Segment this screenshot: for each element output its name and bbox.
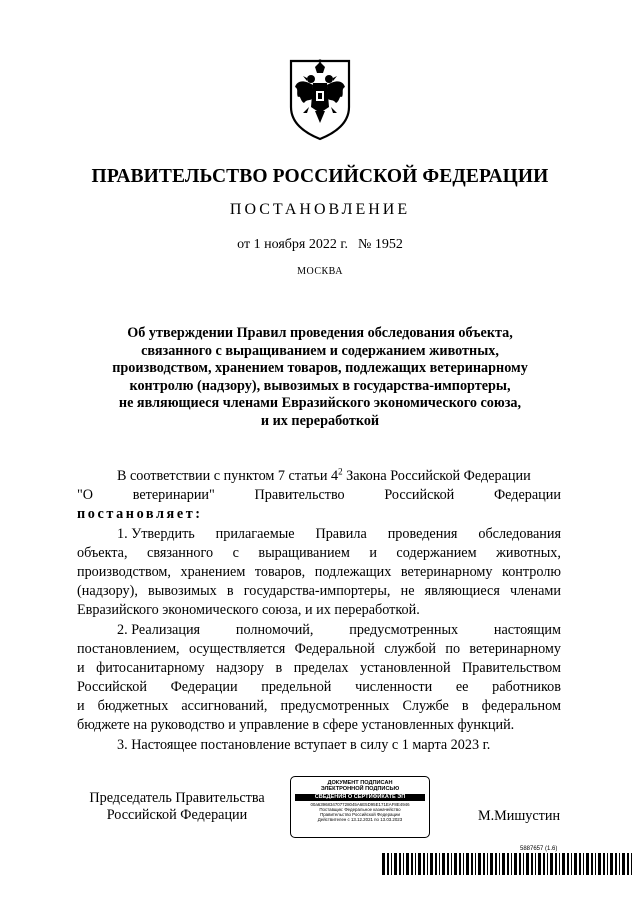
barcode-bar xyxy=(387,853,389,875)
stamp-serial: 00a6396834707728045A6E5D95E171EAF8E4946 xyxy=(310,801,410,807)
item-2 xyxy=(77,621,561,736)
document-date: от 1 ноября 2022 г. xyxy=(237,237,348,252)
barcode-bar xyxy=(547,853,548,875)
barcode-bar xyxy=(490,853,493,875)
document-number: 1952 xyxy=(374,237,403,252)
preamble-line: В соответствии с пунктом 7 статьи $4^2$ Закона Российской Федерации xyxy=(117,466,531,484)
barcode-bar xyxy=(415,853,416,875)
barcode-bar xyxy=(403,853,404,875)
document-subject xyxy=(70,325,570,431)
stamp-certificate-band: СВЕДЕНИЯ О СЕРТИФИКАТЕ ЭП xyxy=(295,794,425,801)
stamp-heading: ДОКУМЕНТ ПОДПИСАН ЭЛЕКТРОННОЙ ПОДПИСЬЮ xyxy=(320,780,400,793)
electronic-signature-stamp xyxy=(290,776,430,838)
paragraph-line: объекта, связанного с выращиванием и содержанием животных, xyxy=(77,544,561,561)
barcode-bar xyxy=(555,853,557,875)
barcode-bar xyxy=(430,853,433,875)
barcode-bar xyxy=(399,853,401,875)
subject-line: производством, хранением товаров, подлежащих ветеринарному xyxy=(112,360,528,377)
barcode-bar xyxy=(382,853,385,875)
barcode-bar xyxy=(531,853,533,875)
barcode-bar xyxy=(574,853,577,875)
barcode-bar xyxy=(579,853,581,875)
barcode-bar xyxy=(526,853,529,875)
barcode-bar xyxy=(463,853,464,875)
paragraph-line: производством, хранением товаров, подлежащих ветеринарному контролю xyxy=(77,563,561,580)
barcode-bar xyxy=(511,853,512,875)
barcode-bar xyxy=(571,853,572,875)
stamp-issuer: Поставщик: Федеральное казначейство xyxy=(319,807,401,813)
barcode-bar xyxy=(427,853,428,875)
barcode-bar xyxy=(543,853,545,875)
subject-line: Об утверждении Правил проведения обследования объекта, xyxy=(127,325,513,341)
barcode-bar xyxy=(394,853,397,875)
paragraph-line: (надзору), вывозимых в государства-импортеры, не являющиеся членами xyxy=(77,583,561,600)
barcode-bar xyxy=(586,853,589,875)
barcode-bar xyxy=(423,853,425,875)
barcode-bar xyxy=(562,853,565,875)
barcode-bar xyxy=(583,853,584,875)
barcode-bar xyxy=(598,853,601,875)
paragraph-line: Евразийского экономического союза, и их переработкой. xyxy=(77,602,420,619)
city: МОСКВА xyxy=(297,266,343,277)
barcode-bar xyxy=(622,853,625,875)
barcode-bar xyxy=(615,853,617,875)
document-body xyxy=(77,467,561,755)
barcode-bar xyxy=(550,853,553,875)
stamp-validity: Действителен с 13.12.2021 по 13.03.2023 xyxy=(317,817,403,823)
date-number-line xyxy=(0,237,640,253)
barcode-bar xyxy=(495,853,497,875)
barcode-bar xyxy=(466,853,469,875)
subject-line: контролю (надзору), вывозимых в государства-импортеры, xyxy=(129,377,511,394)
barcode-bar xyxy=(459,853,461,875)
number-sign: № xyxy=(357,237,372,252)
barcode-bar xyxy=(499,853,500,875)
barcode-bar xyxy=(514,853,517,875)
barcode-bar xyxy=(406,853,409,875)
barcode-bar xyxy=(631,853,632,875)
barcode-bar xyxy=(478,853,481,875)
barcode-bar xyxy=(619,853,620,875)
barcode-bar xyxy=(523,853,524,875)
barcode-bar xyxy=(487,853,488,875)
barcode-bar xyxy=(535,853,536,875)
barcode-bar xyxy=(442,853,445,875)
barcode-bar xyxy=(483,853,485,875)
barcode-bar xyxy=(502,853,505,875)
barcode-bar xyxy=(610,853,613,875)
barcode-bar xyxy=(603,853,605,875)
barcode-bar xyxy=(471,853,473,875)
barcode-bar xyxy=(607,853,608,875)
position-line: Председатель Правительства xyxy=(89,790,265,806)
signer-position xyxy=(77,790,277,824)
resolve-word: постановляет: xyxy=(77,506,203,523)
item-1 xyxy=(77,525,561,621)
stamp-owner: Правительство Российской Федерации xyxy=(320,812,400,818)
barcode-bar xyxy=(627,853,629,875)
subject-line: не являющиеся членами Евразийского экономического союза, xyxy=(118,395,522,412)
document-type: ПОСТАНОВЛЕНИЕ xyxy=(229,201,411,218)
paragraph-line: 1. Утвердить прилагаемые Правила проведения обследования xyxy=(117,525,561,542)
barcode-bar xyxy=(538,853,541,875)
paragraph-line: 2. Реализация полномочий, предусмотренных настоящим xyxy=(117,621,561,638)
item-3: 3. Настоящее постановление вступает в силу с 1 марта 2023 г. xyxy=(117,736,491,753)
government-title: ПРАВИТЕЛЬСТВО РОССИЙСКОЙ ФЕДЕРАЦИИ xyxy=(91,166,549,187)
barcode-bar xyxy=(567,853,569,875)
barcode-bar xyxy=(475,853,476,875)
subject-line: и их переработкой xyxy=(260,412,380,429)
barcode-bar xyxy=(439,853,440,875)
paragraph-line: и бюджетных ассигнований, предусмотренных Службе в федеральном xyxy=(77,698,561,715)
barcode-bar xyxy=(507,853,509,875)
barcode-bar xyxy=(559,853,560,875)
barcode-bar xyxy=(435,853,437,875)
coat-of-arms-emblem xyxy=(285,55,355,141)
barcode xyxy=(382,853,634,875)
paragraph-line: постановлением, осуществляется Федеральной службой по ветеринарному xyxy=(77,640,561,657)
subject-line: связанного с выращиванием и содержанием животных, xyxy=(141,342,499,359)
barcode-bar xyxy=(391,853,392,875)
position-line: Российской Федерации xyxy=(106,807,248,823)
barcode-bar xyxy=(595,853,596,875)
paragraph-line: бюджете на руководство и управление в сфере установленных функций. xyxy=(77,717,515,734)
document-code: 5887657 (1.6) xyxy=(520,846,558,852)
barcode-bar xyxy=(447,853,449,875)
signer-name: М.Мишустин xyxy=(478,808,561,824)
barcode-bar xyxy=(519,853,521,875)
paragraph-line: Российской Федерации предельной численности ее работников xyxy=(77,679,561,696)
barcode-bar xyxy=(454,853,457,875)
barcode-bar xyxy=(591,853,593,875)
preamble-line: "О ветеринарии" Правительство Российской Федерации xyxy=(77,487,561,504)
barcode-bar xyxy=(411,853,413,875)
barcode-bar xyxy=(418,853,421,875)
barcode-bar xyxy=(451,853,452,875)
paragraph-line: и фитосанитарному надзору в пределах установленной Правительством xyxy=(77,659,561,676)
